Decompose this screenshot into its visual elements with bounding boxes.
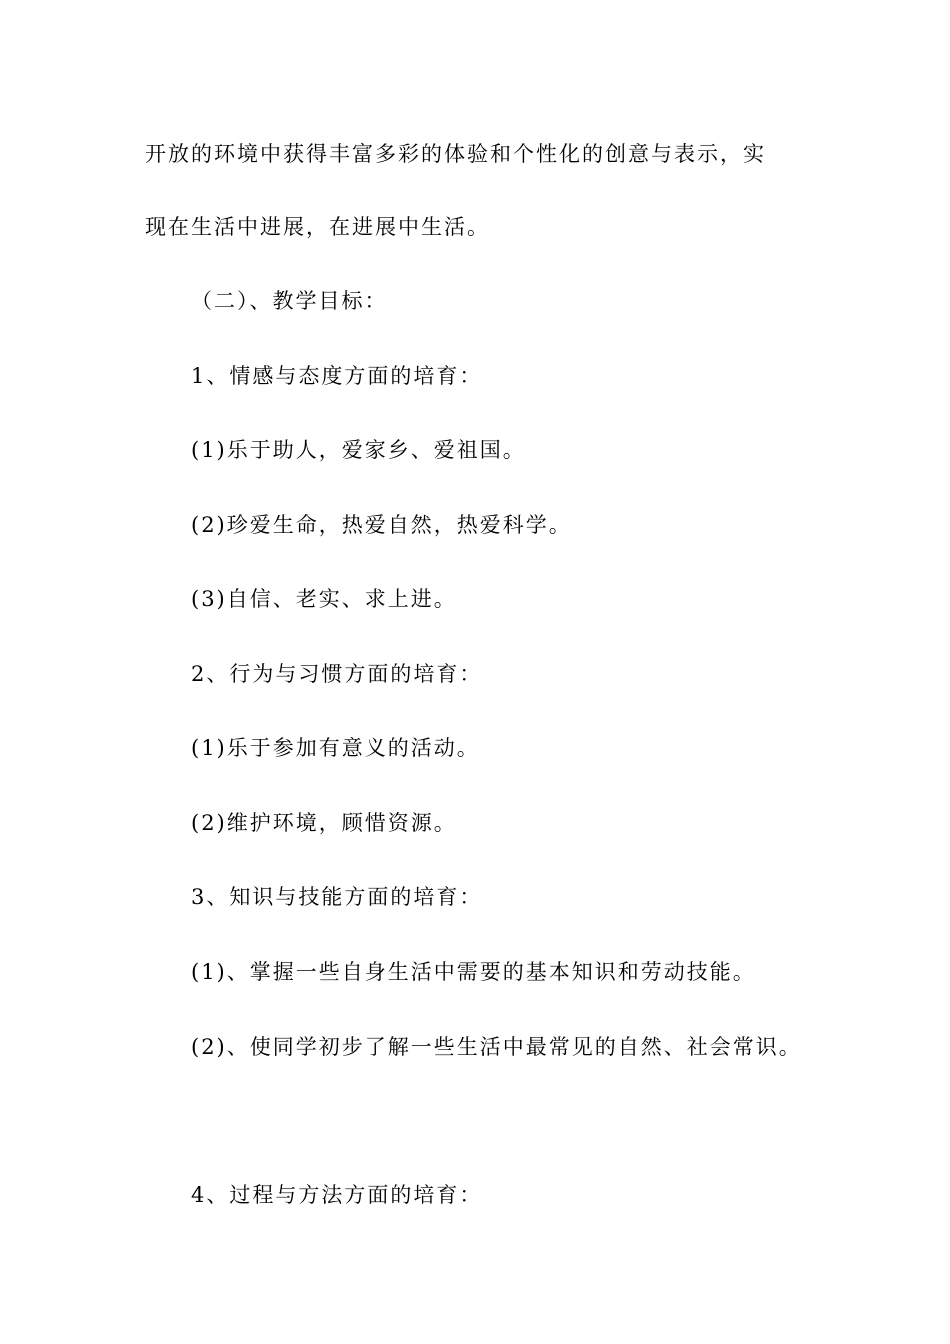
subsection-heading: 4、过程与方法方面的培育：	[191, 1183, 483, 1207]
list-item: (2)、使同学初步了解一些生活中最常见的自然、社会常识。	[191, 1035, 802, 1059]
body-text-line: 开放的环境中获得丰富多彩的体验和个性化的创意与表示，实	[145, 142, 766, 166]
list-item: (3)自信、老实、求上进。	[191, 587, 457, 611]
subsection-heading: 1、情感与态度方面的培育：	[191, 364, 483, 388]
list-item: (1)乐于助人，爱家乡、爱祖国。	[191, 438, 526, 462]
section-heading: （二）、教学目标：	[191, 289, 388, 313]
body-text-line: 现在生活中进展，在进展中生活。	[145, 215, 490, 239]
subsection-heading: 3、知识与技能方面的培育：	[191, 885, 483, 909]
list-item: (2)维护环境，顾惜资源。	[191, 811, 457, 835]
list-item: (1)、掌握一些自身生活中需要的基本知识和劳动技能。	[191, 960, 756, 984]
list-item: (2)珍爱生命，热爱自然，热爱科学。	[191, 513, 572, 537]
list-item: (1)乐于参加有意义的活动。	[191, 736, 480, 760]
subsection-heading: 2、行为与习惯方面的培育：	[191, 662, 483, 686]
